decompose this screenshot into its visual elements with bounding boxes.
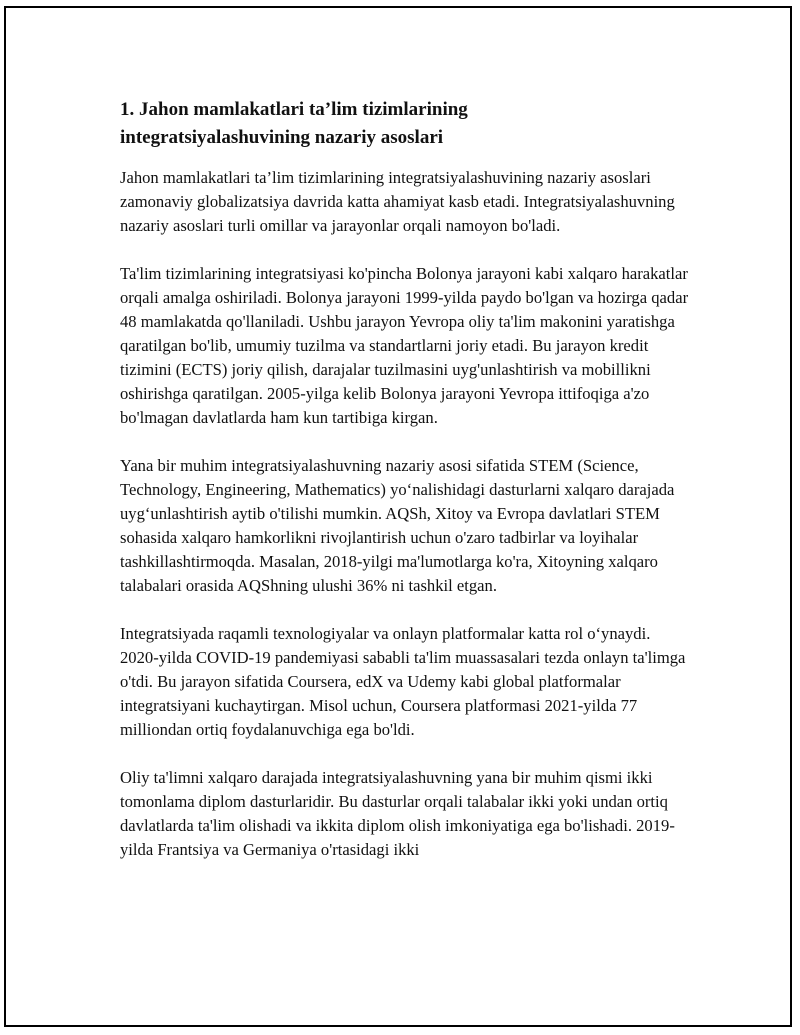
paragraph-3: Yana bir muhim integratsiyalashuvning nazariy asosi sifatida STEM (Science, Technology, Engineering, Mathematics) yo‘nalishidagi dasturlarni xalqaro darajada uyg‘unlashtirish aytib o'tilishi mumkin. AQSh, Xitoy va Evropa davlatlari STEM sohasida xalqaro hamkorlikni rivojlantirish uchun o'zaro tadbirlar va loyihalar tashkillashtirmoqda. Masalan, 2018-yilgi ma'lumotlarga ko'ra, Xitoyning xalqaro talabalari orasida AQShning ulushi 36% ni tashkil etgan. bbox=[120, 456, 675, 595]
paragraph-1: Jahon mamlakatlari ta’lim tizimlarining integratsiyalashuvining nazariy asoslari zamonaviy globalizatsiya davrida katta ahamiyat kasb etadi. Integratsiyalashuvning nazariy asoslari turli omillar va jarayonlar orqali namoyon bo'ladi. bbox=[120, 168, 675, 235]
section-heading-line-2: integratsiyalashuvining nazariy asoslari bbox=[120, 127, 444, 148]
document-body bbox=[120, 96, 692, 862]
paragraph-2: Ta'lim tizimlarining integratsiyasi ko'pincha Bolonya jarayoni kabi xalqaro harakatlar orqali amalga oshiriladi. Bolonya jarayoni 1999-yilda paydo bo'lgan va hozirga qadar 48 mamlakatda qo'llaniladi. Ushbu jarayon Yevropa oliy ta'lim makonini yaratishga qaratilgan bo'lib, umumiy tuzilma va standartlarni joriy etadi. Bu jarayon kredit tizimini (ECTS) joriy qilish, darajalar tuzilmasini uyg'unlashtirish va mobillikni oshirishga qaratilgan. 2005-yilga kelib Bolonya jarayoni Yevropa ittifoqiga a'zo bo'lmagan davlatlarda ham kun tartibiga kirgan. bbox=[120, 264, 689, 427]
document-page bbox=[4, 6, 792, 1027]
paragraph-4: Integratsiyada raqamli texnologiyalar va onlayn platformalar katta rol o‘ynaydi. 2020-yilda COVID-19 pandemiyasi sababli ta'lim muassasalari tezda onlayn ta'limga o'tdi. Bu jarayon sifatida Coursera, edX va Udemy kabi global platformalar integratsiyani kuchaytirgan. Misol uchun, Coursera platformasi 2021-yilda 77 milliondan ortiq foydalanuvchiga ega bo'ldi. bbox=[120, 624, 686, 739]
paragraph-5: Oliy ta'limni xalqaro darajada integratsiyalashuvning yana bir muhim qismi ikki tomonlama diplom dasturlaridir. Bu dasturlar orqali talabalar ikki yoki undan ortiq davlatlarda ta'lim olishadi va ikkita diplom olish imkoniyatiga ega bo'lishadi. 2019-yilda Frantsiya va Germaniya o'rtasidagi ikki bbox=[120, 768, 675, 859]
section-heading bbox=[120, 96, 692, 152]
section-heading-line-1: 1. Jahon mamlakatlari ta’lim tizimlarining bbox=[120, 99, 468, 120]
